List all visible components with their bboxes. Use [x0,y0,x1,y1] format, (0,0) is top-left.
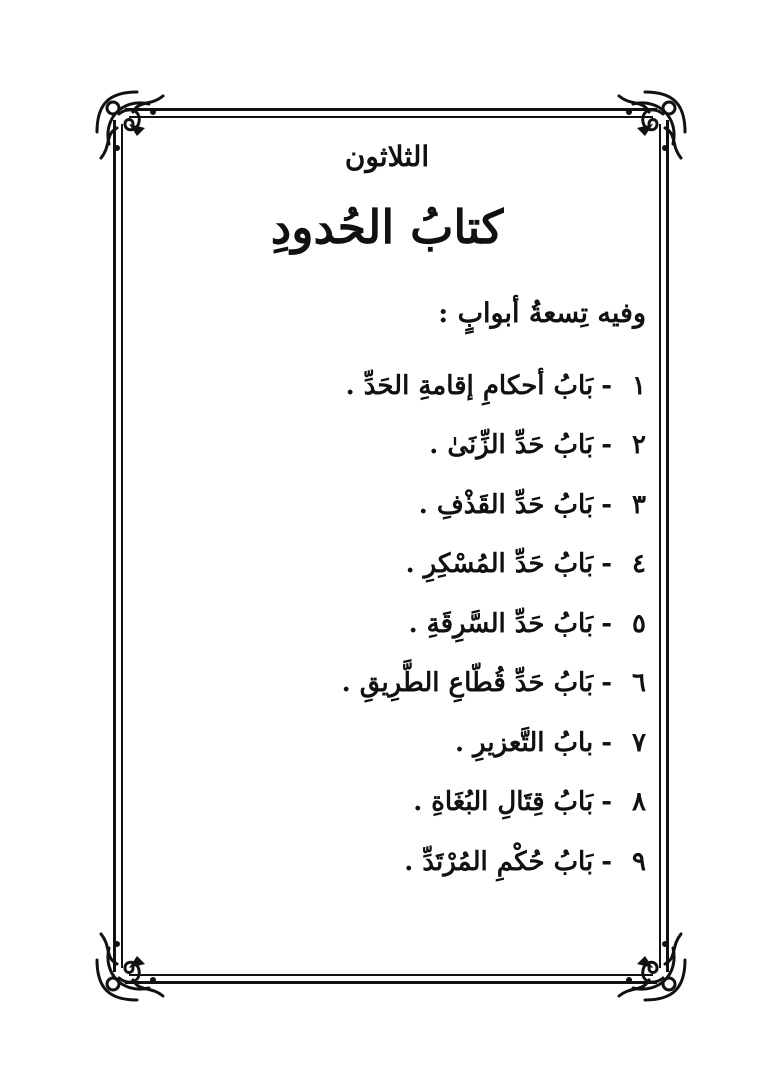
chapter-dash: - [601,727,612,758]
chapter-dash: - [601,549,612,580]
border-rule-top-outer [125,108,657,111]
border-rule-bottom-inner [129,974,653,976]
chapter-dash: - [601,846,612,877]
chapter-number: ٧ [632,727,646,758]
book-title: كتابُ الحُدودِ [270,200,504,254]
chapter-number: ٦ [632,668,646,699]
chapter-number: ٣ [632,489,646,520]
border-rule-bottom-outer [125,981,657,984]
chapter-number: ٨ [632,787,646,818]
chapter-title: بَابُ حَدِّ الزِّنَىٰ . [429,430,594,461]
chapter-item-1 [342,356,646,416]
chapter-title: بَابُ قِتَالِ البُغَاةِ . [413,787,594,818]
chapter-item-2 [342,416,646,476]
chapter-number: ٤ [632,549,646,580]
chapter-item-9 [342,832,646,892]
chapter-title: بَابُ حَدِّ القَذْفِ . [418,489,594,520]
chapter-title: بَابُ حَدِّ قُطّاعِ الطَّرِيقِ . [341,668,594,699]
chapter-item-4 [342,535,646,595]
chapter-item-3 [342,475,646,535]
chapter-item-8 [342,773,646,833]
chapter-list [342,356,646,892]
chapter-item-6 [342,654,646,714]
chapter-number: ٩ [632,846,646,877]
chapter-dash: - [601,787,612,818]
chapter-item-5 [342,594,646,654]
chapter-dash: - [601,608,612,639]
border-rule-top-inner [129,116,653,118]
chapter-dash: - [601,370,612,401]
chapter-dash: - [601,430,612,461]
chapter-number: ١ [632,370,646,401]
chapter-item-7 [342,713,646,773]
corner-ornament-bottom-left-icon [89,912,185,1008]
chapter-number: ٢ [632,430,646,461]
section-subtitle: الثلاثون [344,140,430,173]
chapter-title: بَابُ حُكْمِ المُرْتَدِّ . [404,846,594,877]
intro-text: وفيه تِسعةُ أبوابٍ : [438,298,646,329]
chapter-title: بَابُ حَدِّ المُسْكِرِ . [405,549,594,580]
chapter-title: بَابُ أحكامِ إقامةِ الحَدِّ . [345,370,594,401]
chapter-dash: - [601,668,612,699]
corner-ornament-bottom-right-icon [597,912,693,1008]
chapter-title: بَابُ حَدِّ السَّرِقَةِ . [408,608,594,639]
chapter-title: بابُ التَّعزيرِ . [454,727,594,758]
chapter-dash: - [601,489,612,520]
chapter-number: ٥ [632,608,646,639]
